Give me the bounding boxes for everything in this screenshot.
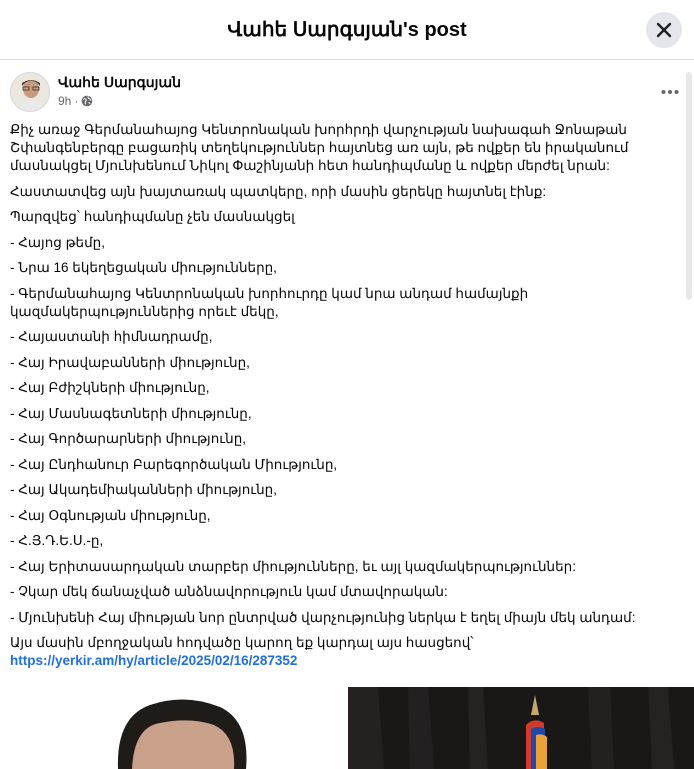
post-paragraph: Քիչ առաջ Գերմանահայոց Կենտրոնական խորհրդի վարչության նախագահ Ջոնաթան Շփանգենբերգը բացառիկ տեղեկություններ հայտնեց առ այն, թե ովքեր են իրականում մասնակցել Մյունխենում Նիկոլ Փաշինյանի հետ հանդիպմանը և ովքեր մերժել նրան: bbox=[10, 122, 629, 173]
post-time[interactable]: 9h bbox=[58, 94, 72, 108]
dialog-title: Վահե Սարգսյան's post bbox=[227, 19, 467, 41]
list-item: - Մյունխենի Հայ միության նոր ընտրված վարչությունից ներկա է եղել միայն մեկ անդամ: bbox=[10, 609, 636, 625]
list-item: - Նրա 16 եկեղեցական միությունները, bbox=[10, 260, 277, 275]
post-paragraph: Պարզվեց՝ հանդիպմանը չեն մասնակցել bbox=[10, 209, 295, 224]
globe-icon[interactable] bbox=[81, 95, 93, 107]
closing-text: Այս մասին մբողջական հոդվածը կարող եք կարդալ այս հասցեով՝ bbox=[10, 635, 474, 650]
post-dialog-header bbox=[0, 0, 694, 60]
more-dots-icon bbox=[661, 89, 679, 95]
list-item: - Հայ Օգնության միությունը, bbox=[10, 507, 211, 523]
photo-right[interactable] bbox=[348, 687, 694, 769]
article-link[interactable]: https://yerkir.am/hy/article/2025/02/16/287352 bbox=[10, 653, 298, 668]
list-item: - Գերմանահայոց Կենտրոնական խորհուրդը կամ նրա անդամ համայնքի կազմակերպություններից որեւէ մեկը, bbox=[10, 285, 529, 319]
post-header bbox=[10, 72, 684, 114]
close-icon bbox=[654, 20, 674, 40]
list-item: - Հայոց թեմը, bbox=[10, 234, 105, 250]
list-item: - Հայ Մասնագետների միությունը, bbox=[10, 405, 252, 421]
list-item: - Հայ Ակադեմիականների միությունը, bbox=[10, 482, 277, 497]
list-item: - Հայ Երիտասարդական տարբեր միությունները, եւ այլ կազմակերպություններ: bbox=[10, 558, 576, 574]
post-text bbox=[10, 121, 682, 670]
list-item: - Հայ Բժիշկների միությունը, bbox=[10, 380, 210, 395]
meta-separator: · bbox=[74, 94, 79, 108]
post-paragraph: Հաստատվեց այն խայտառակ պատկերը, որի մասին ցերեկը հայտնել էինք: bbox=[10, 183, 547, 199]
post-meta bbox=[58, 94, 93, 108]
list-item: - Հայաստանի հիմնադրամը, bbox=[10, 329, 213, 344]
more-options-button[interactable] bbox=[656, 78, 684, 106]
author-name[interactable]: Վահե Սարգսյան bbox=[58, 74, 181, 90]
list-item: - Հայ Ընդհանուր Բարեգործական Միությունը, bbox=[10, 456, 338, 472]
scrollbar[interactable] bbox=[686, 72, 692, 300]
avatar[interactable] bbox=[10, 72, 50, 112]
photo-left[interactable] bbox=[0, 687, 346, 769]
list-item: - Հայ Իրավաբանների միությունը, bbox=[10, 354, 250, 370]
list-item: - Հայ Գործարարների միությունը, bbox=[10, 431, 247, 446]
list-item: - Հ.Յ.Դ.Ե.Ս.-ը, bbox=[10, 533, 104, 548]
post-photos bbox=[0, 687, 694, 769]
list-item: - Չկար մեկ ճանաչված անձնավորություն կամ մտավորական: bbox=[10, 584, 448, 599]
close-button[interactable] bbox=[646, 12, 682, 48]
